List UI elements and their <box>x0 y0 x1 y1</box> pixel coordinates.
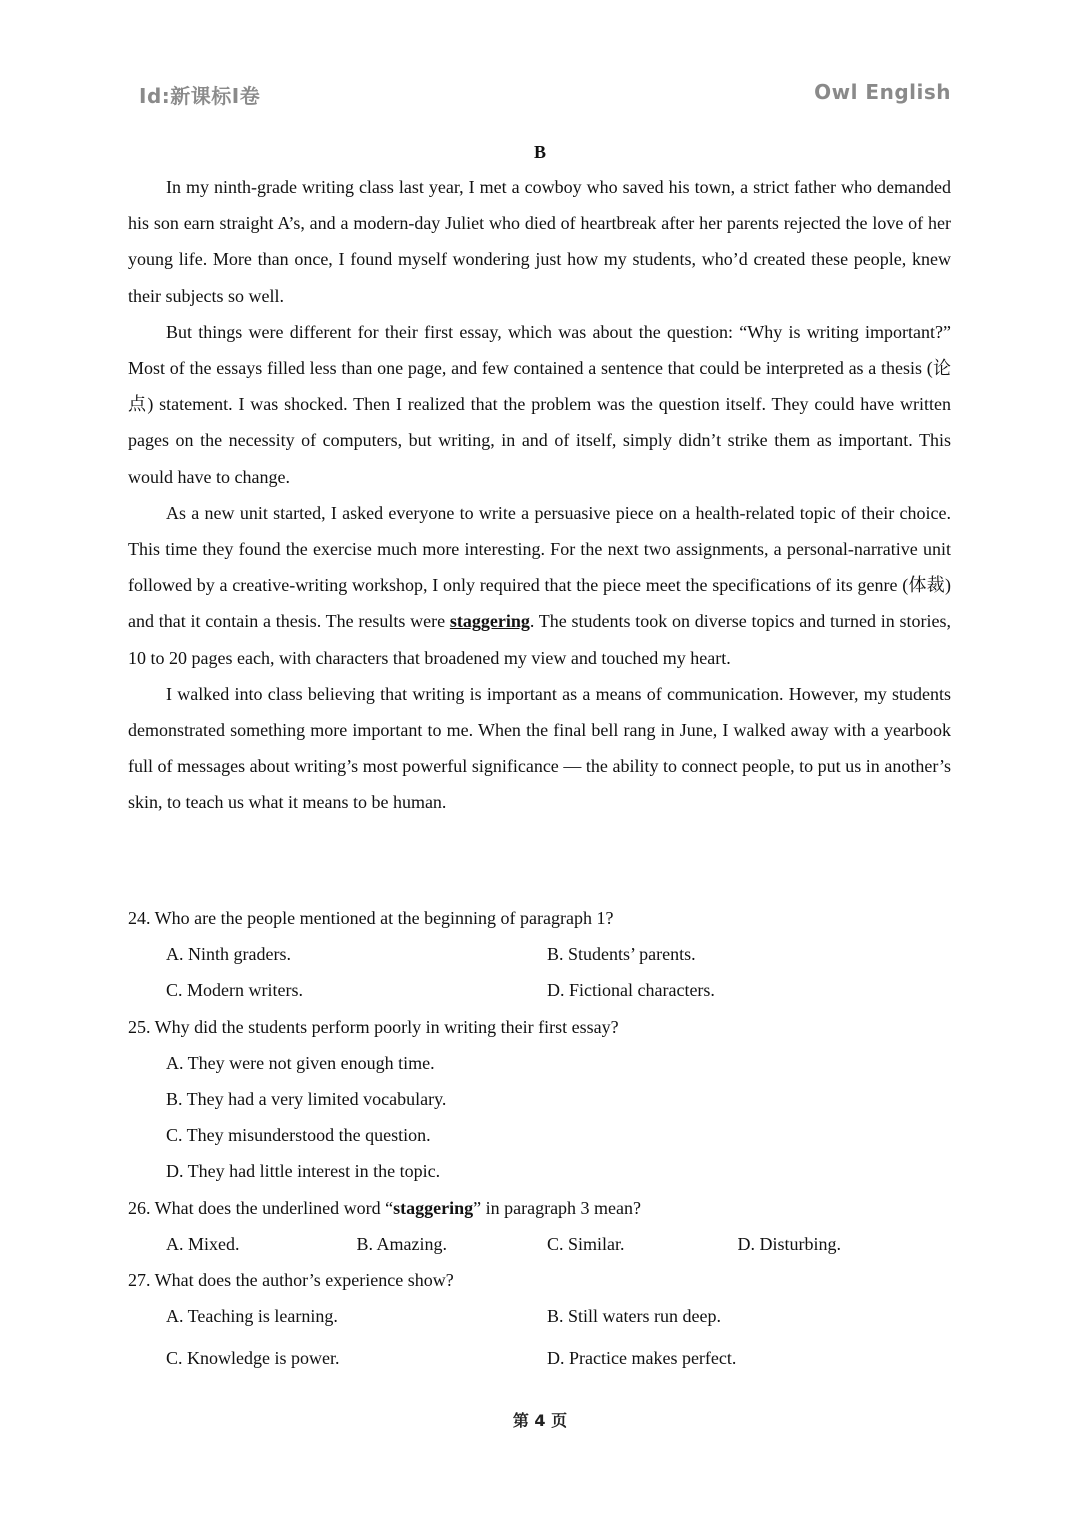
paragraph-2: But things were different for their first essay, which was about the question: “Why is writing important?” Most of the essays filled less than one page, and few contained a sentence that could be interpreted as a thesis (论点) statement. I was shocked. Then I realized that the problem was the question itself. They could have written pages on the necessity of computers, but writing, in and of itself, simply didn’t strike them as important. This would have to change. <box>128 321 951 487</box>
question-26-option-a: A. Mixed. <box>166 1233 240 1254</box>
paragraph-4: I walked into class believing that writing is important as a means of communication. However, my students demonstrated something more important to me. When the final bell rang in June, I walked away with a yearbook full of messages about writing’s most powerful significance — the ability to connect people, to put us in another’s skin, to teach us what it means to be human. <box>128 683 951 813</box>
question-27 <box>128 1262 951 1382</box>
question-24-stem: 24. Who are the people mentioned at the beginning of paragraph 1? <box>128 908 614 928</box>
question-26-options <box>128 1226 951 1262</box>
underlined-keyword: staggering <box>449 611 530 632</box>
questions-section <box>128 900 951 1382</box>
question-27-option-d: D. Practice makes perfect. <box>547 1348 737 1369</box>
question-24-option-a: A. Ninth graders. <box>166 944 291 965</box>
question-27-option-b: B. Still waters run deep. <box>547 1306 721 1327</box>
paragraph-3-after: . The students took on diverse topics and turned in stories, 10 to 20 pages each, with characters that broadened my view and touched my heart. <box>128 611 951 668</box>
question-25 <box>128 1009 951 1190</box>
question-27-stem: 27. What does the author’s experience show? <box>128 1270 454 1291</box>
page-number: 第 4 页 <box>512 1411 568 1430</box>
question-25-options <box>128 1045 951 1190</box>
question-26 <box>128 1190 951 1262</box>
question-26-option-c: C. Similar. <box>547 1233 625 1254</box>
question-24-options-row-1 <box>128 936 951 972</box>
question-25-option-a: A. They were not given enough time. <box>166 1052 435 1073</box>
question-27-options-row-2 <box>128 1334 951 1382</box>
question-24-option-d: D. Fictional characters. <box>547 980 715 1001</box>
question-26-keyword: staggering <box>393 1197 474 1218</box>
question-25-option-b: B. They had a very limited vocabulary. <box>166 1089 447 1110</box>
question-24 <box>128 900 951 1009</box>
question-26-stem-before: 26. What does the underlined word “ <box>128 1197 394 1218</box>
header-right-brand: Owl English <box>814 80 951 104</box>
passage <box>128 169 951 821</box>
question-24-option-b: B. Students’ parents. <box>547 944 696 965</box>
paragraph-3-before: As a new unit started, I asked everyone to write a persuasive piece on a health-related topic of their choice. This time they found the exercise much more interesting. For the next two assignments, a personal-narrative unit followed by a creative-writing workshop, I only required that the piece meet the specifications of its genre (体裁) and that it contain a thesis. The results were <box>128 502 951 632</box>
paragraph-3 <box>128 495 951 676</box>
question-27-option-c: C. Knowledge is power. <box>166 1348 340 1369</box>
question-26-stem <box>128 1190 951 1226</box>
header-left-id: Id:新课标I卷 <box>139 84 261 108</box>
question-26-stem-after: ” in paragraph 3 mean? <box>473 1197 642 1218</box>
paragraph-1: In my ninth-grade writing class last year, I met a cowboy who saved his town, a strict father who demanded his son earn straight A’s, and a modern-day Juliet who died of heartbreak after her parents rejected the love of her young life. More than once, I found myself wondering just how my students, who’d created these people, knew their subjects so well. <box>128 177 951 306</box>
question-25-stem: 25. Why did the students perform poorly in writing their first essay? <box>128 1016 619 1037</box>
question-25-option-c: C. They misunderstood the question. <box>166 1125 431 1146</box>
question-24-options-row-2 <box>128 972 951 1008</box>
question-27-options-row-1 <box>128 1298 951 1334</box>
question-25-option-d: D. They had little interest in the topic. <box>166 1161 441 1182</box>
question-27-option-a: A. Teaching is learning. <box>166 1306 338 1327</box>
question-24-option-c: C. Modern writers. <box>166 980 303 1001</box>
question-26-option-d: D. Disturbing. <box>737 1233 841 1254</box>
section-letter: B <box>533 142 546 162</box>
question-26-option-b: B. Amazing. <box>356 1233 447 1254</box>
